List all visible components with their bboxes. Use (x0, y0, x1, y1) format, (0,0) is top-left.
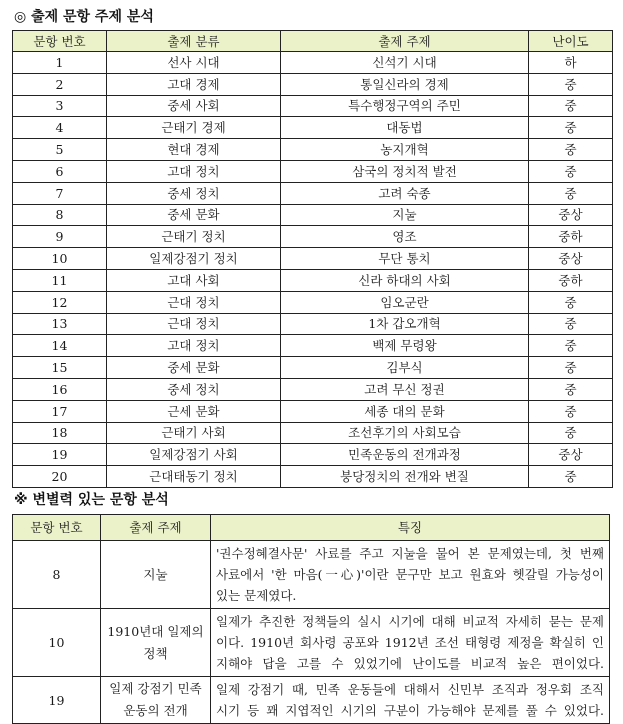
cell-difficulty: 중 (529, 160, 613, 182)
feature-line: 지해야 답을 고를 수 있었기에 난이도를 비교적 높은 편이었다. (216, 656, 604, 671)
topic-analysis-table (12, 30, 613, 488)
cell-topic: 1910년대 일제의 정책 (101, 609, 211, 677)
cell-difficulty: 중 (529, 182, 613, 204)
section-title-discriminating-questions: ※ 변별력 있는 문항 분석 (14, 492, 169, 508)
cell-question-no: 20 (13, 466, 107, 488)
cell-question-no: 9 (13, 226, 107, 248)
cell-features (211, 677, 610, 724)
cell-category: 근대태동기 정치 (107, 466, 281, 488)
cell-question-no: 17 (13, 400, 107, 422)
cell-category: 중세 사회 (107, 95, 281, 117)
table-header-row (13, 31, 613, 52)
feature-line: 시기 등 꽤 지엽적인 시기의 구분이 가능해야 문제를 풀 수 있었다. (216, 703, 604, 718)
cell-topic: 대동법 (281, 117, 529, 139)
cell-category: 일제강점기 사회 (107, 444, 281, 466)
cell-difficulty: 중 (529, 335, 613, 357)
table-row (13, 466, 613, 488)
table-row (13, 444, 613, 466)
table-row (13, 677, 610, 724)
discriminating-questions-table (12, 514, 610, 724)
cell-question-no: 7 (13, 182, 107, 204)
cell-topic: 고려 숙종 (281, 182, 529, 204)
cell-topic: 일제 강점기 민족운동의 전개 (101, 677, 211, 724)
cell-topic: 농지개혁 (281, 139, 529, 161)
cell-category: 고대 사회 (107, 269, 281, 291)
cell-question-no: 4 (13, 117, 107, 139)
cell-topic: 고려 무신 정권 (281, 378, 529, 400)
cell-topic: 특수행정구역의 주민 (281, 95, 529, 117)
cell-category: 중세 정치 (107, 378, 281, 400)
table-row (13, 400, 613, 422)
cell-category: 고대 정치 (107, 335, 281, 357)
cell-difficulty: 중 (529, 291, 613, 313)
cell-difficulty: 중상 (529, 444, 613, 466)
cell-topic: 신라 하대의 사회 (281, 269, 529, 291)
cell-question-no: 18 (13, 422, 107, 444)
cell-question-no: 6 (13, 160, 107, 182)
table-row (13, 139, 613, 161)
table-header-row (13, 515, 610, 541)
cell-difficulty: 하 (529, 52, 613, 74)
cell-topic: 삼국의 정치적 발전 (281, 160, 529, 182)
cell-difficulty: 중상 (529, 248, 613, 270)
cell-topic: 조선후기의 사회모습 (281, 422, 529, 444)
header-topic: 출제 주제 (281, 31, 529, 52)
cell-topic: 1차 갑오개혁 (281, 313, 529, 335)
cell-category: 고대 경제 (107, 73, 281, 95)
cell-topic: 무단 통치 (281, 248, 529, 270)
cell-category: 선사 시대 (107, 52, 281, 74)
cell-difficulty: 중 (529, 313, 613, 335)
cell-category: 근대 정치 (107, 291, 281, 313)
table-row (13, 73, 613, 95)
section-title-topic-analysis: ◎ 출제 문항 주제 분석 (14, 9, 154, 25)
header-topic: 출제 주제 (101, 515, 211, 541)
cell-category: 중세 정치 (107, 182, 281, 204)
cell-question-no: 12 (13, 291, 107, 313)
cell-category: 중세 문화 (107, 204, 281, 226)
feature-line: 일제 강점기 때, 민족 운동들에 대해서 신민부 조직과 정우회 조직 (216, 682, 604, 697)
cell-category: 현대 경제 (107, 139, 281, 161)
table-row (13, 291, 613, 313)
cell-difficulty: 중상 (529, 204, 613, 226)
cell-difficulty: 중하 (529, 269, 613, 291)
header-features: 특징 (211, 515, 610, 541)
cell-question-no: 13 (13, 313, 107, 335)
cell-topic: 영조 (281, 226, 529, 248)
cell-question-no: 1 (13, 52, 107, 74)
cell-topic: 임오군란 (281, 291, 529, 313)
header-difficulty: 난이도 (529, 31, 613, 52)
table-row (13, 52, 613, 74)
table-row (13, 357, 613, 379)
header-category: 출제 분류 (107, 31, 281, 52)
cell-category: 근태기 정치 (107, 226, 281, 248)
table-row (13, 160, 613, 182)
cell-category: 근대 정치 (107, 313, 281, 335)
cell-question-no: 8 (13, 541, 101, 609)
cell-topic: 민족운동의 전개과정 (281, 444, 529, 466)
cell-question-no: 11 (13, 269, 107, 291)
cell-question-no: 2 (13, 73, 107, 95)
table-row (13, 422, 613, 444)
feature-line: 있는 문제였다. (216, 588, 297, 603)
table-row (13, 226, 613, 248)
cell-category: 근태기 사회 (107, 422, 281, 444)
cell-question-no: 3 (13, 95, 107, 117)
table-row (13, 609, 610, 677)
cell-question-no: 10 (13, 609, 101, 677)
cell-question-no: 14 (13, 335, 107, 357)
cell-question-no: 19 (13, 677, 101, 724)
cell-category: 중세 문화 (107, 357, 281, 379)
cell-topic: 김부식 (281, 357, 529, 379)
table-row (13, 117, 613, 139)
cell-question-no: 10 (13, 248, 107, 270)
table-row (13, 95, 613, 117)
table-row (13, 269, 613, 291)
cell-topic: 지눌 (101, 541, 211, 609)
cell-difficulty: 중 (529, 357, 613, 379)
cell-difficulty: 중 (529, 466, 613, 488)
cell-question-no: 15 (13, 357, 107, 379)
feature-line: '권수정혜결사문' 사료를 주고 지눌을 물어 본 문제였는데, 첫 번째 (216, 546, 604, 561)
cell-difficulty: 중하 (529, 226, 613, 248)
cell-difficulty: 중 (529, 139, 613, 161)
cell-topic: 세종 대의 문화 (281, 400, 529, 422)
cell-topic: 통일신라의 경제 (281, 73, 529, 95)
topic-analysis-body (13, 52, 613, 488)
table-row (13, 378, 613, 400)
table-row (13, 335, 613, 357)
header-question-no: 문항 번호 (13, 515, 101, 541)
cell-question-no: 16 (13, 378, 107, 400)
cell-difficulty: 중 (529, 73, 613, 95)
cell-topic: 신석기 시대 (281, 52, 529, 74)
cell-difficulty: 중 (529, 378, 613, 400)
cell-category: 근태기 경제 (107, 117, 281, 139)
table-row (13, 204, 613, 226)
cell-topic: 지눌 (281, 204, 529, 226)
cell-difficulty: 중 (529, 422, 613, 444)
feature-line: 일제가 추진한 정책들의 실시 시기에 대해 비교적 자세히 묻는 문제 (216, 614, 604, 629)
table-row (13, 182, 613, 204)
cell-question-no: 5 (13, 139, 107, 161)
cell-question-no: 19 (13, 444, 107, 466)
feature-line: 이다. 1910년 회사령 공포와 1912년 조선 태형령 제정을 확실히 인 (216, 635, 604, 650)
header-question-no: 문항 번호 (13, 31, 107, 52)
cell-difficulty: 중 (529, 95, 613, 117)
cell-features (211, 609, 610, 677)
table-row (13, 313, 613, 335)
table-row (13, 248, 613, 270)
table-row (13, 541, 610, 609)
cell-topic: 백제 무령왕 (281, 335, 529, 357)
cell-category: 근세 문화 (107, 400, 281, 422)
cell-topic: 붕당정치의 전개와 변질 (281, 466, 529, 488)
cell-difficulty: 중 (529, 117, 613, 139)
cell-category: 고대 정치 (107, 160, 281, 182)
cell-difficulty: 중 (529, 400, 613, 422)
discriminating-questions-body (13, 541, 610, 724)
cell-question-no: 8 (13, 204, 107, 226)
feature-line: 사료에서 '한 마음(一心)'이란 문구만 보고 원효와 헷갈릴 가능성이 (216, 567, 604, 582)
cell-category: 일제강점기 정치 (107, 248, 281, 270)
cell-features (211, 541, 610, 609)
